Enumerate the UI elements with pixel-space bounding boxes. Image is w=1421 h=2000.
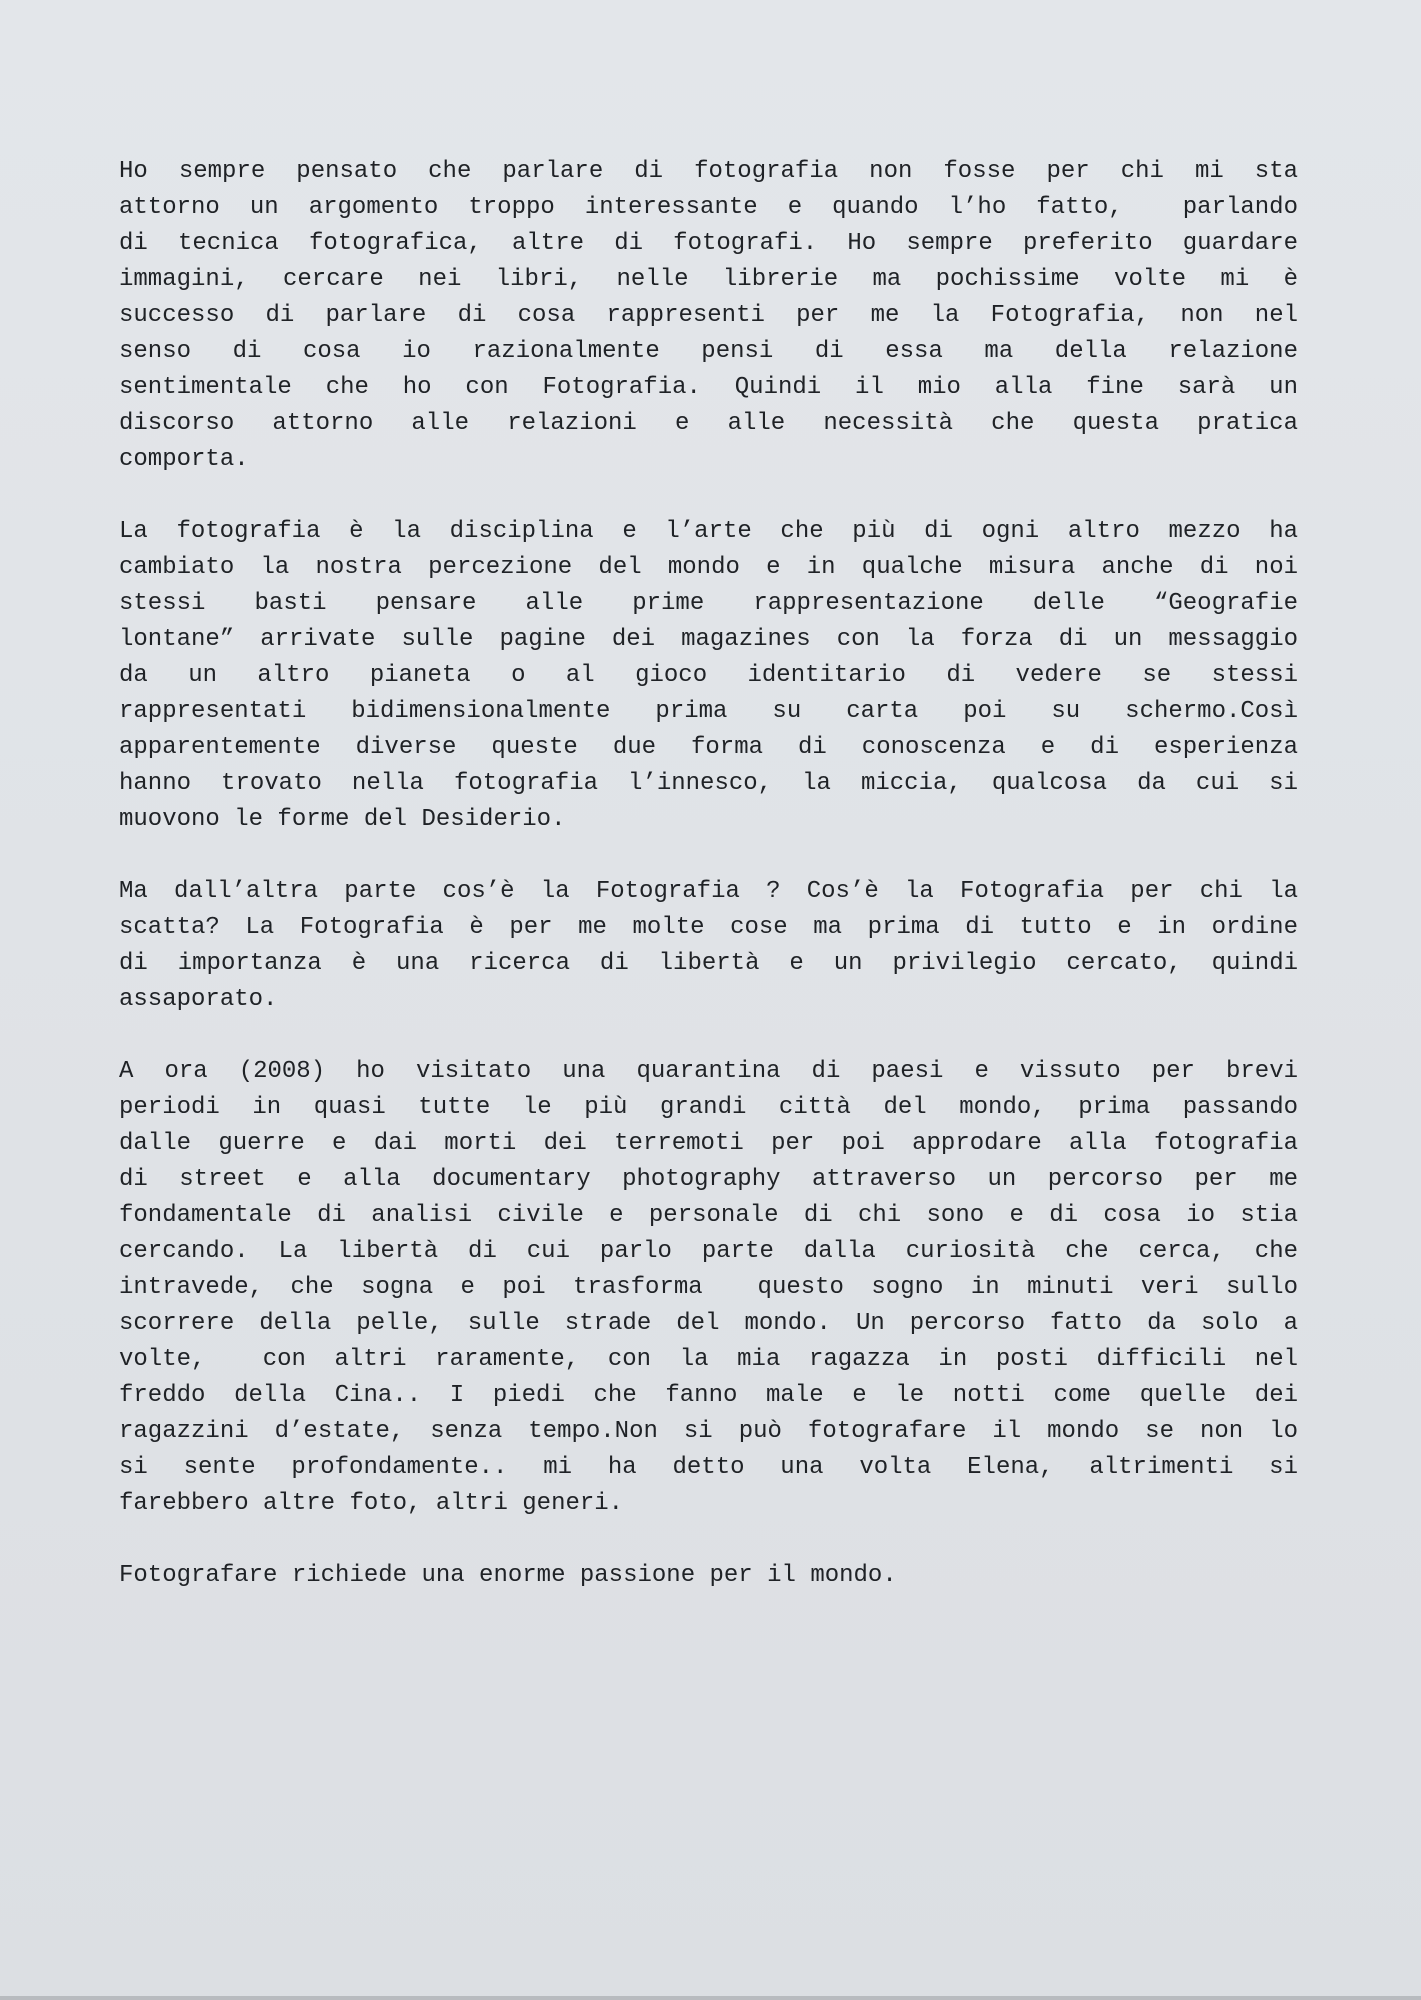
text-line: Ho sempre pensato che parlare di fotografia non fosse per chi mi sta (119, 158, 1298, 185)
text-line: hanno trovato nella fotografia l’innesco, la miccia, qualcosa da cui si (119, 770, 1298, 797)
text-line: di street e alla documentary photography attraverso un percorso per me (119, 1166, 1298, 1193)
text-line: La fotografia è la disciplina e l’arte che più di ogni altro mezzo ha (119, 518, 1298, 545)
text-line: successo di parlare di cosa rappresenti per me la Fotografia, non nel (119, 302, 1298, 329)
text-line: stessi basti pensare alle prime rappresentazione delle “Geografie (119, 590, 1298, 617)
text-line: intravede, che sogna e poi trasforma questo sogno in minuti veri sullo (119, 1274, 1298, 1301)
page-edge-shadow (0, 1996, 1421, 2000)
text-line: dalle guerre e dai morti dei terremoti per poi approdare alla fotografia (119, 1130, 1298, 1157)
text-line: di importanza è una ricerca di libertà e un privilegio cercato, quindi (119, 950, 1298, 977)
paragraph-2 (119, 514, 1298, 838)
text-line: Fotografare richiede una enorme passione per il mondo. (119, 1562, 897, 1589)
text-line: senso di cosa io razionalmente pensi di essa ma della relazione (119, 338, 1298, 365)
text-line: farebbero altre foto, altri generi. (119, 1490, 624, 1517)
text-line: volte, con altri raramente, con la mia ragazza in posti difficili nel (119, 1346, 1298, 1373)
paragraph-4 (119, 1054, 1298, 1522)
text-line: attorno un argomento troppo interessante e quando l’ho fatto, parlando (119, 194, 1298, 221)
text-line: apparentemente diverse queste due forma di conoscenza e di esperienza (119, 734, 1298, 761)
text-line: lontane” arrivate sulle pagine dei magazines con la forza di un messaggio (119, 626, 1298, 653)
text-line: sentimentale che ho con Fotografia. Quindi il mio alla fine sarà un (119, 374, 1298, 401)
text-line: Ma dall’altra parte cos’è la Fotografia ? Cos’è la Fotografia per chi la (119, 878, 1298, 905)
text-line: scatta? La Fotografia è per me molte cose ma prima di tutto e in ordine (119, 914, 1298, 941)
text-line: rappresentati bidimensionalmente prima su carta poi su schermo.Così (119, 698, 1298, 725)
text-line: assaporato. (119, 986, 278, 1013)
text-line: ragazzini d’estate, senza tempo.Non si può fotografare il mondo se non lo (119, 1418, 1298, 1445)
text-line: cambiato la nostra percezione del mondo e in qualche misura anche di noi (119, 554, 1298, 581)
body-text (119, 154, 1298, 1594)
text-line: immagini, cercare nei libri, nelle librerie ma pochissime volte mi è (119, 266, 1298, 293)
text-line: cercando. La libertà di cui parlo parte dalla curiosità che cerca, che (119, 1238, 1298, 1265)
text-line: scorrere della pelle, sulle strade del mondo. Un percorso fatto da solo a (119, 1310, 1298, 1337)
text-line: discorso attorno alle relazioni e alle necessità che questa pratica (119, 410, 1298, 437)
text-line: da un altro pianeta o al gioco identitario di vedere se stessi (119, 662, 1298, 689)
paragraph-3 (119, 874, 1298, 1018)
paragraph-1 (119, 154, 1298, 478)
text-line: freddo della Cina.. I piedi che fanno male e le notti come quelle dei (119, 1382, 1298, 1409)
text-line: fondamentale di analisi civile e personale di chi sono e di cosa io stia (119, 1202, 1298, 1229)
text-line: si sente profondamente.. mi ha detto una volta Elena, altrimenti si (119, 1454, 1298, 1481)
text-line: muovono le forme del Desiderio. (119, 806, 566, 833)
text-line: A ora (2008) ho visitato una quarantina di paesi e vissuto per brevi (119, 1058, 1298, 1085)
text-line: comporta. (119, 446, 249, 473)
paragraph-5 (119, 1558, 1298, 1594)
text-line: periodi in quasi tutte le più grandi città del mondo, prima passando (119, 1094, 1298, 1121)
text-line: di tecnica fotografica, altre di fotografi. Ho sempre preferito guardare (119, 230, 1298, 257)
